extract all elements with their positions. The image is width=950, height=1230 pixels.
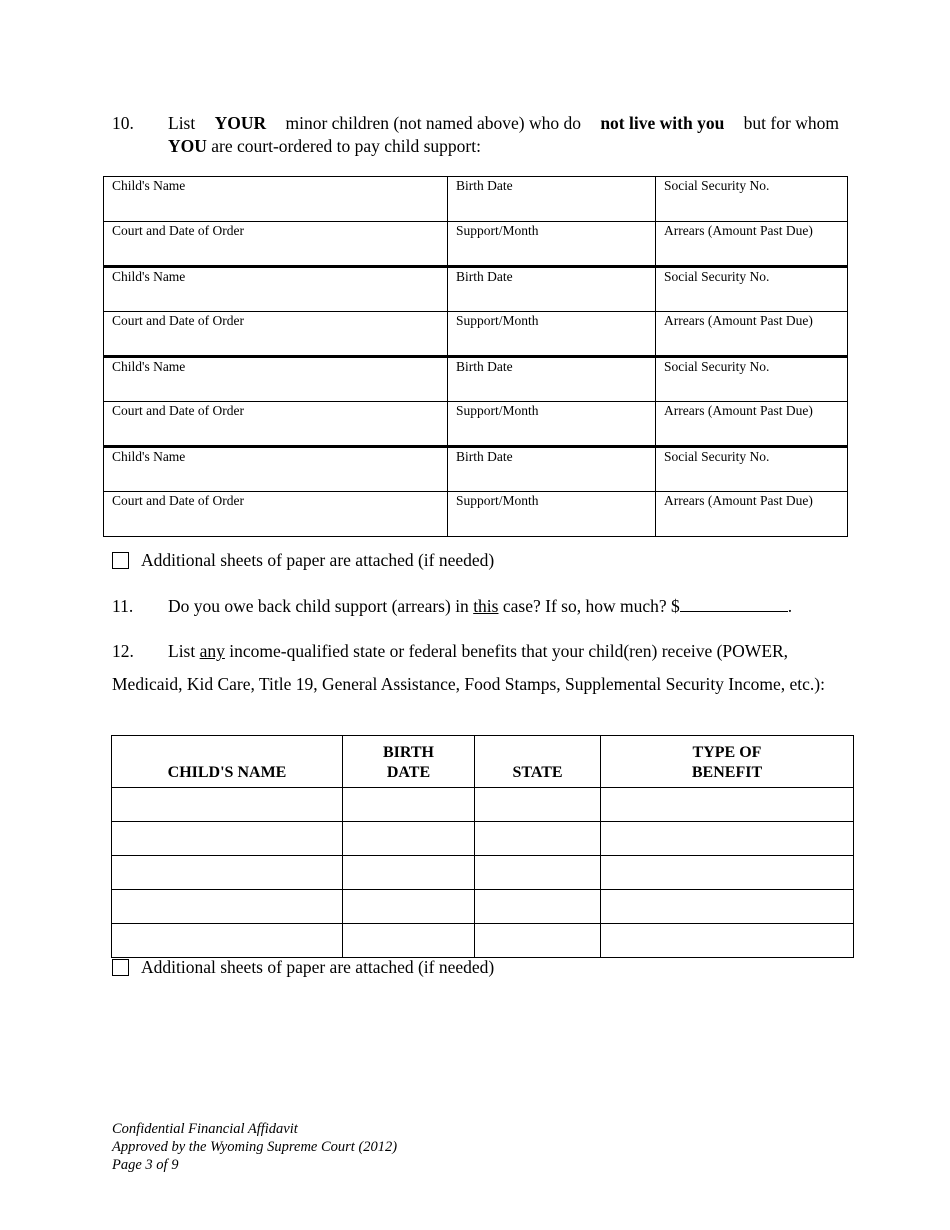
ssn-field[interactable]: Social Security No.: [656, 357, 848, 402]
benefit-type-cell[interactable]: [601, 822, 854, 856]
additional-sheets-option: [112, 957, 494, 978]
court-date-field[interactable]: Court and Date of Order: [104, 312, 448, 357]
question-text: List YOUR minor children (not named above) who do not live with you but for whom YOU are court-ordered to pay child support:: [168, 113, 839, 156]
birth-date-cell[interactable]: [343, 822, 475, 856]
header-state: STATE: [475, 736, 601, 788]
child-name-cell[interactable]: [112, 856, 343, 890]
table-header-row: [112, 736, 854, 788]
birth-date-field[interactable]: Birth Date: [448, 177, 656, 222]
additional-sheets-option: [112, 550, 494, 571]
support-month-field[interactable]: Support/Month: [448, 402, 656, 447]
child-name-cell[interactable]: [112, 890, 343, 924]
court-ordered-children-table: [103, 176, 848, 537]
court-date-field[interactable]: Court and Date of Order: [104, 222, 448, 267]
question-number: 11.: [112, 596, 134, 616]
birth-date-cell[interactable]: [343, 890, 475, 924]
state-cell[interactable]: [475, 856, 601, 890]
child-name-cell[interactable]: [112, 924, 343, 958]
arrears-amount-field[interactable]: [680, 596, 788, 612]
benefits-table: [111, 735, 854, 958]
additional-sheets-label: Additional sheets of paper are attached (if needed): [141, 550, 495, 570]
footer-form-title: Confidential Financial Affidavit: [112, 1121, 298, 1137]
benefit-type-cell[interactable]: [601, 890, 854, 924]
question-12: 12. List any income-qualified state or federal benefits that your child(ren) receive (POWER, Medicaid, Kid Care, Title 19, General Assistance, Food Stamps, Supplemental Security Income, etc.):: [112, 635, 832, 700]
state-cell[interactable]: [475, 788, 601, 822]
table-row: [104, 447, 848, 492]
state-cell[interactable]: [475, 890, 601, 924]
additional-sheets-checkbox[interactable]: [112, 552, 129, 569]
court-date-field[interactable]: Court and Date of Order: [104, 402, 448, 447]
question-10: [112, 112, 839, 158]
page-footer: [112, 1120, 397, 1174]
ssn-field[interactable]: Social Security No.: [656, 177, 848, 222]
support-month-field[interactable]: Support/Month: [448, 492, 656, 537]
support-month-field[interactable]: Support/Month: [448, 312, 656, 357]
table-row: [104, 402, 848, 447]
child-name-cell[interactable]: [112, 822, 343, 856]
benefit-type-cell[interactable]: [601, 924, 854, 958]
benefit-type-cell[interactable]: [601, 856, 854, 890]
question-number: 10.: [112, 113, 134, 133]
arrears-field[interactable]: Arrears (Amount Past Due): [656, 402, 848, 447]
table-row: [104, 267, 848, 312]
child-name-field[interactable]: Child's Name: [104, 447, 448, 492]
table-row: [104, 357, 848, 402]
arrears-field[interactable]: Arrears (Amount Past Due): [656, 312, 848, 357]
table-row: [104, 312, 848, 357]
additional-sheets-checkbox[interactable]: [112, 959, 129, 976]
table-row: [104, 177, 848, 222]
birth-date-field[interactable]: Birth Date: [448, 447, 656, 492]
additional-sheets-label: Additional sheets of paper are attached (if needed): [141, 957, 495, 977]
benefit-type-cell[interactable]: [601, 788, 854, 822]
arrears-field[interactable]: Arrears (Amount Past Due): [656, 222, 848, 267]
footer-approval: Approved by the Wyoming Supreme Court (2012): [112, 1139, 398, 1155]
birth-date-field[interactable]: Birth Date: [448, 267, 656, 312]
child-name-field[interactable]: Child's Name: [104, 357, 448, 402]
ssn-field[interactable]: Social Security No.: [656, 267, 848, 312]
header-childs-name: CHILD'S NAME: [112, 736, 343, 788]
table-row: [112, 856, 854, 890]
support-month-field[interactable]: Support/Month: [448, 222, 656, 267]
ssn-field[interactable]: Social Security No.: [656, 447, 848, 492]
birth-date-cell[interactable]: [343, 788, 475, 822]
birth-date-cell[interactable]: [343, 856, 475, 890]
state-cell[interactable]: [475, 924, 601, 958]
table-row: [104, 222, 848, 267]
table-row: [112, 924, 854, 958]
question-11: 11. Do you owe back child support (arrears) in this case? If so, how much? $ .: [112, 596, 793, 616]
header-birth-date: BIRTH DATE: [343, 736, 475, 788]
state-cell[interactable]: [475, 822, 601, 856]
court-date-field[interactable]: Court and Date of Order: [104, 492, 448, 537]
header-type-of-benefit: TYPE OF BENEFIT: [601, 736, 854, 788]
arrears-field[interactable]: Arrears (Amount Past Due): [656, 492, 848, 537]
table-row: [112, 890, 854, 924]
table-row: [112, 822, 854, 856]
footer-page-number: Page 3 of 9: [112, 1157, 179, 1173]
birth-date-field[interactable]: Birth Date: [448, 357, 656, 402]
child-name-field[interactable]: Child's Name: [104, 177, 448, 222]
table-row: [104, 492, 848, 537]
child-name-field[interactable]: Child's Name: [104, 267, 448, 312]
table-row: [112, 788, 854, 822]
child-name-cell[interactable]: [112, 788, 343, 822]
birth-date-cell[interactable]: [343, 924, 475, 958]
question-number: 12.: [112, 641, 134, 661]
